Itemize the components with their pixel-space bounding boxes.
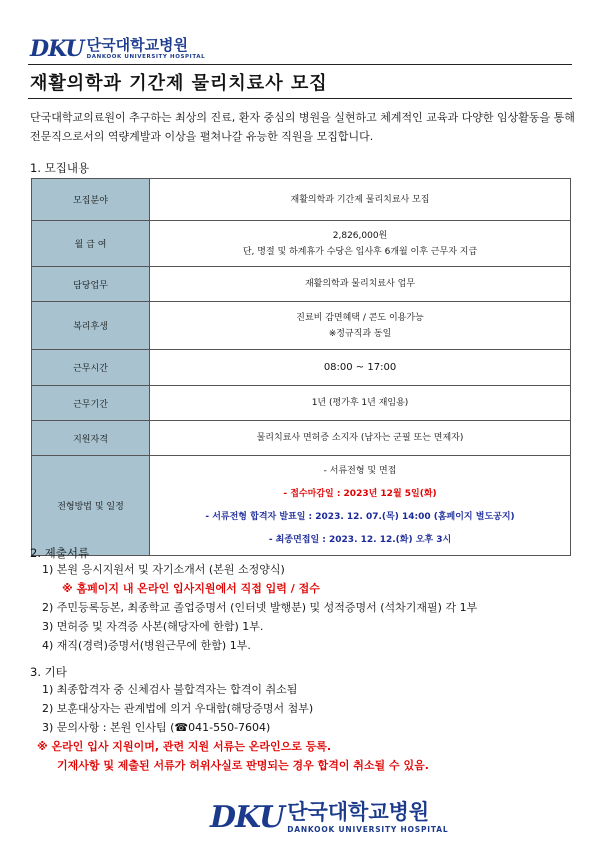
table-row	[32, 350, 571, 386]
list-item: 1) 본원 응시지원서 및 자기소개서 (본원 소정양식)	[42, 563, 285, 576]
table-row	[32, 386, 571, 421]
benefits-value: 진료비 감면혜택 / 콘도 이용가능	[296, 312, 424, 323]
section-heading-documents: 2. 제출서류	[30, 546, 90, 560]
table-row	[32, 179, 571, 221]
list-item: 4) 재직(경력)증명서(병원근무에 한함) 1부.	[42, 639, 251, 652]
hospital-name-en: DANKOOK UNIVERSITY HOSPITAL	[86, 53, 206, 60]
etc-list	[37, 680, 429, 775]
hospital-name: 단국대학교병원	[287, 799, 430, 824]
selection-announcement: - 서류전형 합격자 발표일 : 2023. 12. 07.(목) 14:00 (홈페이지 별도공지)	[205, 511, 515, 522]
row-value: 재활의학과 물리치료사 업무	[304, 279, 416, 289]
list-item: 2) 보훈대상자는 관계법에 의거 우대함(해당증명서 첨부)	[42, 702, 314, 715]
salary-note: 단, 명절 및 하계휴가 수당은 입사후 6개월 이후 근무자 지급	[242, 246, 478, 257]
benefits-note: ※정규직과 동일	[328, 328, 392, 339]
hospital-name: 단국대학교병원	[86, 35, 189, 54]
row-value: 물리치료사 면허증 소지자 (남자는 군필 또는 면제자)	[256, 433, 464, 443]
row-key: 근무시간	[32, 350, 150, 386]
row-key: 복리후생	[32, 302, 150, 350]
warning-note-continued: 기재사항 및 제출된 서류가 허위사실로 판명되는 경우 합격이 취소될 수 있음.	[57, 759, 429, 772]
row-value: 08:00 ~ 17:00	[323, 361, 397, 373]
title-rule-bottom	[28, 98, 572, 99]
salary-amount: 2,826,000원	[332, 230, 388, 241]
row-key: 월 급 여	[32, 221, 150, 267]
hospital-name-en: DANKOOK UNIVERSITY HOSPITAL	[287, 824, 449, 834]
section-heading-recruitment: 1. 모집내용	[30, 161, 90, 175]
dku-logo-mark: DKU	[30, 36, 84, 62]
page-title: 재활의학과 기간제 물리치료사 모집	[30, 73, 328, 94]
table-row	[32, 267, 571, 302]
row-key: 전형방법 및 일정	[32, 456, 150, 556]
documents-list	[42, 560, 477, 655]
warning-note: ※ 온라인 입사 지원이며, 관련 지원 서류는 온라인으로 등록.	[37, 740, 332, 753]
table-row	[32, 421, 571, 456]
footer-logo	[210, 800, 448, 835]
list-item: 2) 주민등록등본, 최종학교 졸업증명서 (인터넷 발행분) 및 성적증명서 (석차기재필) 각 1부	[42, 601, 478, 614]
list-item: 1) 최종합격자 중 신체검사 불합격자는 합격이 취소됨	[42, 683, 298, 696]
row-key: 근무기간	[32, 386, 150, 421]
list-item: 3) 문의사항 : 본원 인사팀 (☎041-550-7604)	[42, 721, 271, 734]
table-row	[32, 221, 571, 267]
header-logo	[30, 36, 205, 62]
online-apply-note: ※ 홈페이지 내 온라인 입사지원에서 직접 입력 / 접수	[62, 582, 320, 595]
row-value: 1년 (평가후 1년 재임용)	[311, 398, 409, 408]
row-key: 지원자격	[32, 421, 150, 456]
row-value: 재활의학과 기간제 물리치료사 모집	[290, 194, 430, 205]
title-rule-top	[28, 64, 572, 65]
intro-paragraph: 단국대학교의료원이 추구하는 최상의 진료, 환자 중심의 병원을 실현하고 체계적인 교육과 다양한 임상활동을 통해 전문직으로서의 역량계발과 이상을 펼쳐나갈 유능한 직원을 모집합니다.	[30, 111, 575, 143]
list-item: 3) 면허증 및 자격증 사본(해당자에 한함) 1부.	[42, 620, 264, 633]
table-row	[32, 302, 571, 350]
recruitment-table	[31, 178, 571, 556]
selection-item: - 서류전형 및 면접	[323, 465, 397, 476]
section-heading-etc: 3. 기타	[30, 665, 67, 679]
dku-logo-mark: DKU	[210, 800, 285, 835]
row-key: 담당업무	[32, 267, 150, 302]
selection-interview: - 최종면접일 : 2023. 12. 12.(화) 오후 3시	[268, 534, 452, 545]
row-key: 모집분야	[32, 179, 150, 221]
table-row	[32, 456, 571, 556]
selection-deadline: - 접수마감일 : 2023년 12월 5일(화)	[283, 488, 437, 499]
